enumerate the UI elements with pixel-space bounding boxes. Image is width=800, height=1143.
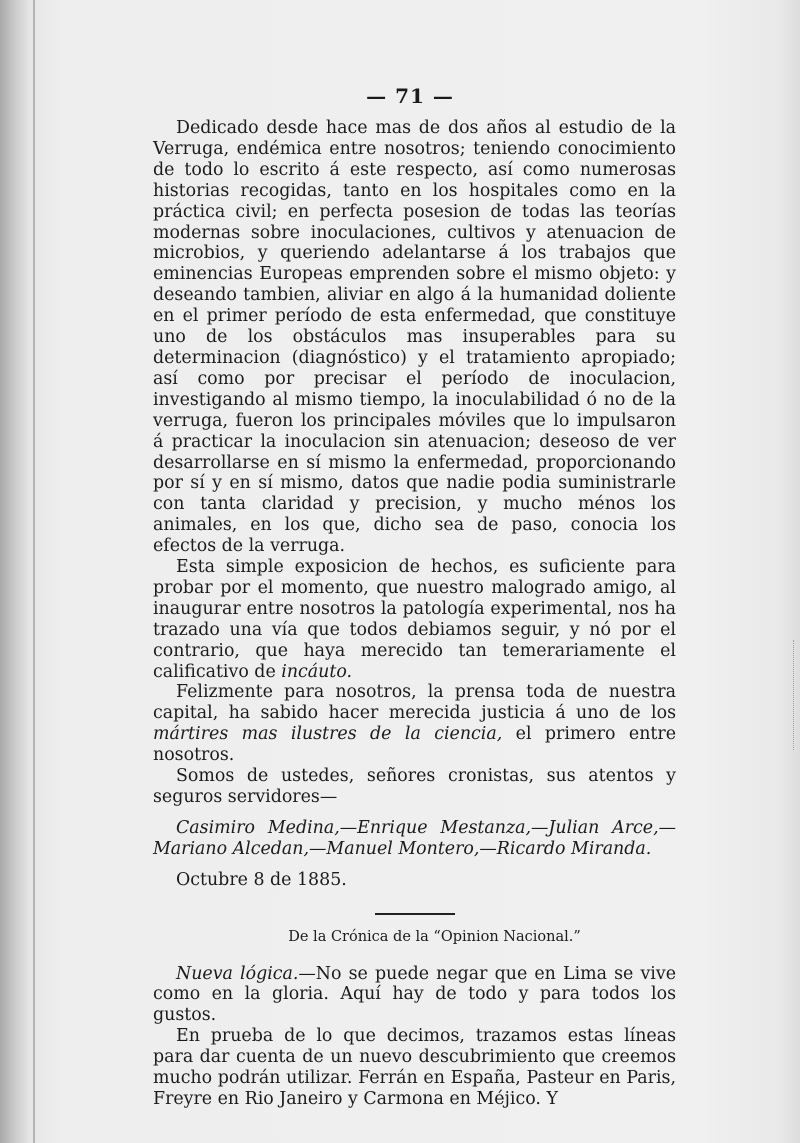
paragraph-3-italic: mártires mas ilustres de la ciencia, — [153, 724, 503, 745]
paragraph-2-italic: incáuto. — [281, 661, 353, 682]
paragraph-2 — [153, 557, 676, 682]
date-line: Octubre 8 de 1885. — [176, 869, 347, 890]
section-divider — [375, 913, 455, 915]
paragraph-1: Dedicado desde hace mas de dos años al estudio de la Verruga, endémica entre nosotros; teniendo conocimiento de todo lo escrito á este respecto, así como numerosas historias recogidas, tanto en los hospitales como en la práctica civil; en perfecta posesion de todas las teorías modernas sobre inoculaciones, cultivos y atenuacion de microbios, y queriendo adelantarse á los trabajos que eminencias Europeas emprenden sobre el mismo objeto: y deseando tambien, aliviar en algo á la humanidad doliente en el primer período de esta enfermedad, que constituye uno de los obstáculos mas insuperables para su determinacion (diagnóstico) y el tratamiento apropiado; así como por precisar el período de inoculacion, investigando al mismo tiempo, la inoculabilidad ó no de la verruga, fueron los principales móviles que lo impulsaron á practicar la inoculacion sin atenuacion; deseoso de ver desarrollarse en sí mismo la enfermedad, proporcionando por sí y en sí mismo, datos que nadie podia suministrarle con tanta claridad y precision, y mucho ménos los animales, en los que, dicho sea de paso, conocia los efectos de la verruga. — [153, 118, 676, 557]
paragraph-3 — [153, 682, 676, 766]
paragraph-5 — [153, 964, 676, 1027]
paragraph-2-text: Esta simple exposicion de hechos, es suficiente para probar por el momento, que nuestro malogrado amigo, al inaugurar entre nosotros la patología experimental, nos ha trazado una vía que todos debiamos seguir, y nó por el contrario, que haya merecido tan temerariamente el calificativo de — [153, 557, 676, 682]
source-line: De la Crónica de la “Opinion Nacional.” — [288, 928, 581, 945]
paragraph-6: En prueba de lo que decimos, trazamos estas líneas para dar cuenta de un nuevo descubrimiento que creemos mucho podrán utilizar. Ferrán en España, Pasteur en Paris, Freyre en Rio Janeiro y Carmona en Méjico. Y — [153, 1026, 676, 1109]
binding-gutter — [33, 0, 35, 1143]
text-column — [153, 118, 676, 1110]
page-number: — 71 — — [366, 84, 454, 108]
signatures: Casimiro Medina,—Enrique Mestanza,—Julian Arce,—Mariano Alcedan,—Manuel Montero,—Ricardo Miranda. — [153, 817, 676, 859]
paragraph-3-text: Felizmente para nosotros, la prensa toda de nuestra capital, ha sabido hacer merecida justicia á uno de los — [153, 682, 676, 724]
paragraph-3-end: el primero entre nosotros. — [153, 724, 676, 766]
margin-mark — [787, 640, 794, 750]
paragraph-5-text: —No se puede negar que en Lima se vive como en la gloria. Aquí hay de todo y para todos los gustos. — [153, 963, 676, 1026]
paragraph-4: Somos de ustedes, señores cronistas, sus atentos y seguros servidores— — [153, 766, 676, 807]
paragraph-5-italic: Nueva lógica. — [176, 963, 299, 984]
